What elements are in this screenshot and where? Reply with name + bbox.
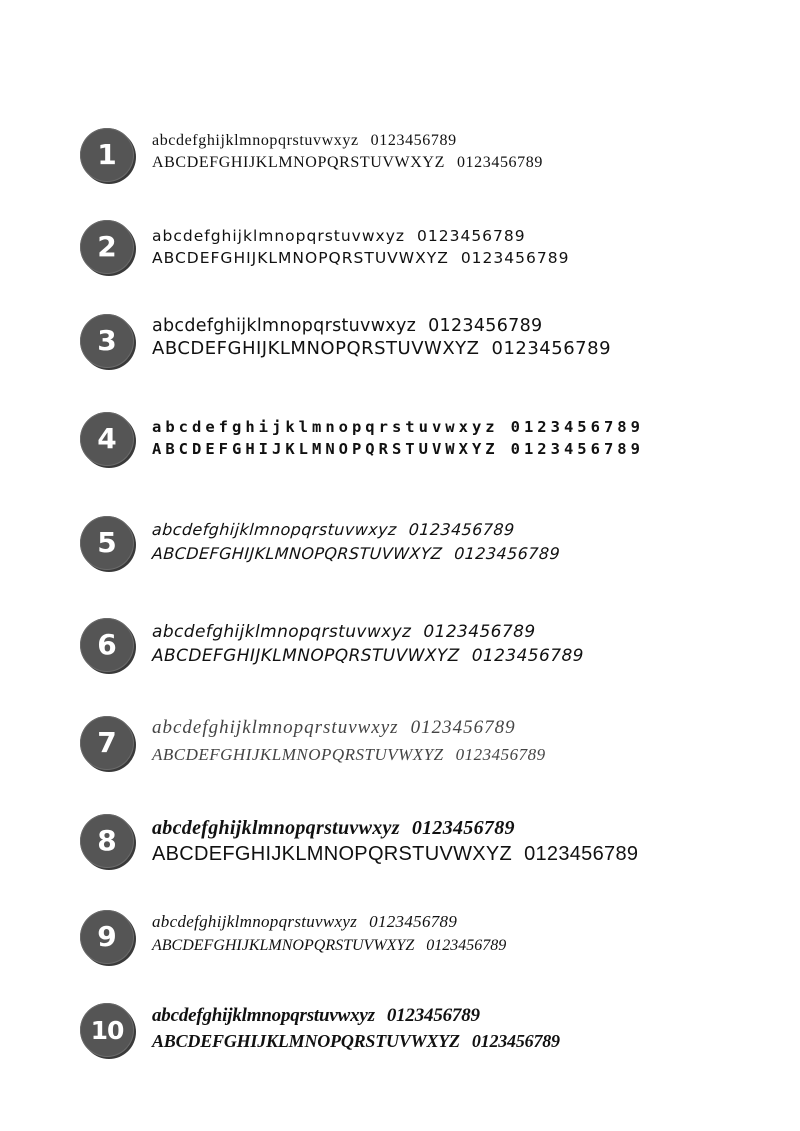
uppercase-line [152, 842, 772, 866]
sample-lines [152, 912, 772, 956]
sample-number: 2 [97, 230, 117, 263]
font-sample-7 [80, 716, 780, 786]
uppercase-line [152, 646, 772, 666]
font-sample-6 [80, 618, 780, 688]
font-sample-9 [80, 910, 780, 980]
sample-lines [152, 520, 772, 563]
sample-lines [152, 1005, 772, 1052]
sample-number-badge [80, 314, 134, 368]
lowercase-alphabet: abcdefghijklmnopqrstuvwxyz [152, 1005, 375, 1026]
font-sample-3 [80, 314, 780, 384]
uppercase-alphabet: ABCDEFGHIJKLMNOPQRSTUVWXYZ [152, 248, 449, 267]
uppercase-alphabet: ABCDEFGHIJKLMNOPQRSTUVWXYZ [151, 544, 443, 564]
lowercase-line [152, 418, 772, 437]
uppercase-line [152, 153, 772, 172]
sample-number-badge [80, 910, 134, 964]
uppercase-alphabet: ABCDEFGHIJKLMNOPQRSTUVWXYZ [152, 1030, 460, 1051]
uppercase-line [152, 1031, 772, 1053]
font-sample-1 [80, 128, 780, 198]
lowercase-alphabet: abcdefghijklmnopqrstuvwxyz [152, 622, 412, 642]
uppercase-line [151, 544, 772, 563]
uppercase-line [152, 249, 772, 268]
lowercase-digits: 0123456789 [408, 520, 516, 539]
uppercase-alphabet: ABCDEFGHIJKLMNOPQRSTUVWXYZ [152, 843, 513, 865]
lowercase-alphabet: abcdefghijklmnopqrstuvwxyz [152, 132, 359, 149]
sample-number: 8 [97, 824, 117, 857]
uppercase-digits: 0123456789 [471, 646, 584, 667]
sample-number-badge [80, 128, 134, 182]
lowercase-line [152, 912, 772, 932]
uppercase-digits: 0123456789 [524, 843, 639, 865]
sample-number: 1 [97, 138, 117, 171]
lowercase-alphabet: abcdefghijklmnopqrstuvwxyz [152, 912, 358, 931]
lowercase-alphabet: abcdefghijklmnopqrstuvwxyz [152, 717, 399, 738]
uppercase-alphabet: ABCDEFGHIJKLMNOPQRSTUVWXYZ [152, 439, 499, 458]
sample-number-badge [80, 716, 134, 770]
lowercase-digits: 0123456789 [423, 622, 536, 642]
uppercase-digits: 0123456789 [460, 248, 570, 267]
uppercase-digits: 0123456789 [471, 1030, 560, 1051]
font-sample-4 [80, 412, 780, 482]
lowercase-digits: 0123456789 [370, 132, 457, 149]
sample-number-badge [80, 220, 134, 274]
sample-lines [152, 227, 772, 267]
lowercase-line [152, 227, 772, 246]
uppercase-line [152, 745, 772, 765]
lowercase-alphabet: abcdefghijklmnopqrstuvwxyz [152, 316, 417, 336]
uppercase-digits: 0123456789 [426, 937, 507, 955]
lowercase-digits: 0123456789 [428, 316, 543, 336]
uppercase-alphabet: ABCDEFGHIJKLMNOPQRSTUVWXYZ [152, 744, 444, 764]
uppercase-digits: 0123456789 [453, 544, 561, 564]
uppercase-alphabet: ABCDEFGHIJKLMNOPQRSTUVWXYZ [152, 154, 445, 172]
sample-lines [152, 131, 772, 172]
lowercase-line [152, 131, 772, 150]
lowercase-line [151, 520, 772, 539]
lowercase-digits: 0123456789 [411, 817, 515, 839]
sample-number: 6 [97, 628, 117, 661]
lowercase-digits: 0123456789 [369, 912, 458, 931]
lowercase-line [152, 717, 772, 740]
lowercase-alphabet: abcdefghijklmnopqrstuvwxyz [151, 520, 398, 539]
lowercase-digits: 0123456789 [510, 418, 644, 436]
lowercase-digits: 0123456789 [410, 717, 516, 738]
sample-number-badge [80, 814, 134, 868]
sample-lines [152, 717, 772, 765]
sample-lines [152, 316, 772, 360]
sample-number: 7 [97, 726, 117, 759]
uppercase-line [152, 338, 772, 360]
sample-number-badge [80, 412, 134, 466]
lowercase-alphabet: abcdefghijklmnopqrstuvwxyz [152, 418, 499, 436]
uppercase-digits: 0123456789 [455, 744, 546, 764]
sample-number: 5 [97, 526, 117, 559]
font-sample-5 [80, 516, 780, 586]
sample-number: 3 [97, 324, 117, 357]
uppercase-alphabet: ABCDEFGHIJKLMNOPQRSTUVWXYZ [152, 937, 415, 955]
uppercase-line [152, 936, 772, 955]
uppercase-digits: 0123456789 [491, 338, 612, 359]
sample-number: 4 [97, 422, 117, 455]
lowercase-line [152, 316, 772, 337]
font-sample-2 [80, 220, 780, 290]
sample-number: 9 [97, 920, 117, 953]
lowercase-line [152, 816, 772, 840]
uppercase-digits: 0123456789 [456, 154, 543, 172]
uppercase-alphabet: ABCDEFGHIJKLMNOPQRSTUVWXYZ [152, 338, 480, 359]
lowercase-alphabet: abcdefghijklmnopqrstuvwxyz [152, 227, 406, 245]
lowercase-alphabet: abcdefghijklmnopqrstuvwxyz [152, 817, 400, 839]
uppercase-digits: 0123456789 [510, 439, 644, 458]
lowercase-line [152, 622, 772, 642]
lowercase-digits: 0123456789 [417, 227, 526, 245]
sample-number-badge [80, 1003, 134, 1057]
sample-lines [152, 622, 772, 667]
sample-lines [152, 418, 772, 458]
font-sample-8 [80, 814, 780, 884]
sample-number-badge [80, 618, 134, 672]
sample-number: 10 [90, 1015, 124, 1045]
uppercase-alphabet: ABCDEFGHIJKLMNOPQRSTUVWXYZ [152, 646, 460, 667]
font-sample-10 [80, 1003, 780, 1073]
sample-lines [152, 816, 772, 866]
lowercase-line [152, 1005, 772, 1028]
sample-number-badge [80, 516, 134, 570]
uppercase-line [152, 440, 772, 459]
lowercase-digits: 0123456789 [386, 1005, 480, 1026]
